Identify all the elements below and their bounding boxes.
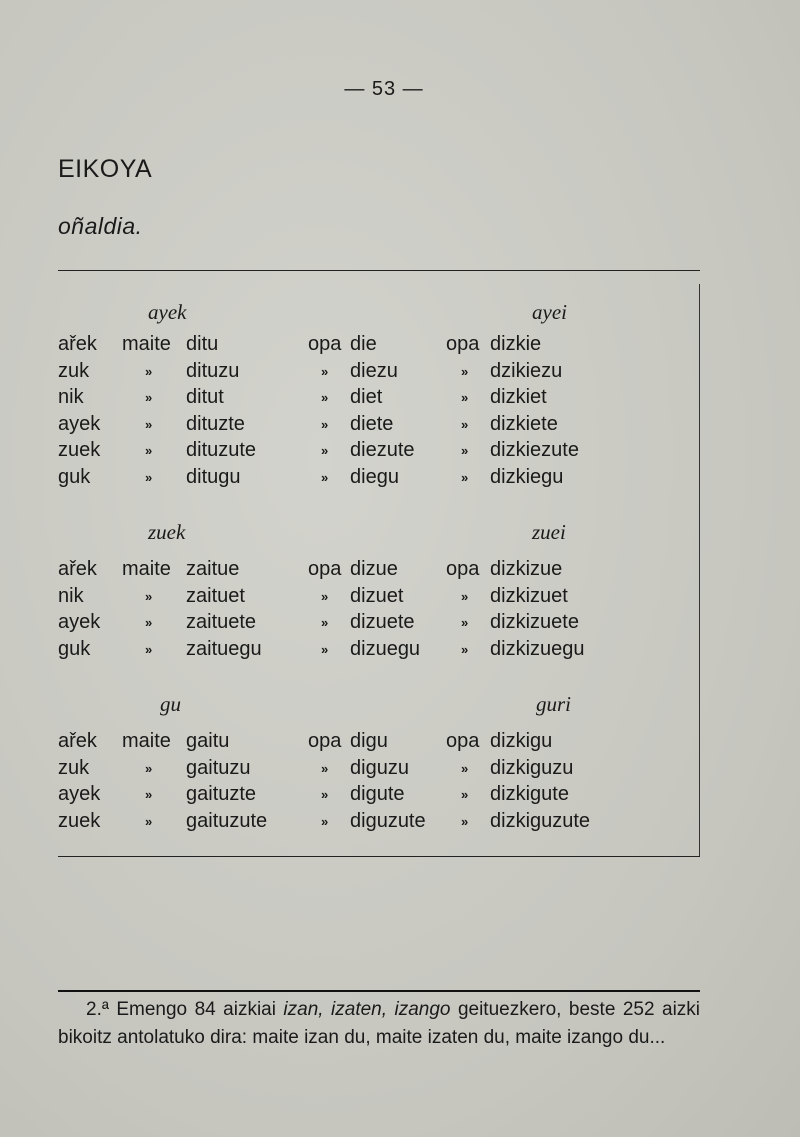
cell-v2: diguzute (350, 809, 426, 832)
cell-v3: dizkizuet (490, 584, 568, 607)
cell-aux3: » (461, 787, 469, 803)
cell-aux3: » (461, 390, 469, 406)
cell-aux2: » (321, 641, 329, 657)
cell-v2: dizuegu (350, 637, 421, 660)
cell-v3: dizkizue (490, 558, 563, 580)
cell-aux1: » (145, 760, 153, 776)
cell-aux3: opa (446, 558, 480, 580)
table-bottom-rule (58, 856, 700, 857)
table-row (0, 783, 800, 809)
cell-v2: diegu (350, 466, 399, 488)
cell-aux1: » (145, 363, 153, 379)
cell-v3: dizkie (490, 333, 542, 355)
cell-v1: zaituet (186, 584, 245, 607)
cell-v3: dizkigu (490, 730, 553, 752)
cell-aux3: » (461, 470, 469, 485)
cell-aux2: » (321, 615, 329, 631)
cell-v1: ditut (186, 386, 224, 409)
cell-aux2: » (321, 760, 329, 776)
page-number: — 53 — (344, 78, 424, 100)
footnote-word-izango: izango (394, 999, 451, 1020)
cell-aux2: » (321, 443, 329, 459)
cell-v2: dizue (350, 558, 398, 580)
footnote-text-1: Emengo 84 aizkiai (108, 999, 284, 1020)
cell-v1: zaituete (186, 611, 257, 634)
cell-aux3: » (461, 588, 469, 604)
cell-aux1: » (145, 390, 153, 406)
cell-v3: dizkiezute (490, 439, 579, 462)
cell-subj: guk (58, 466, 91, 488)
cell-subj: ayek (58, 783, 101, 806)
cell-aux1: maite (122, 333, 171, 355)
cell-v2: die (350, 333, 377, 355)
cell-v2: diezu (350, 359, 398, 382)
cell-aux2: » (321, 363, 329, 379)
cell-subj: nik (58, 584, 84, 607)
cell-aux3: opa (446, 333, 480, 355)
cell-v1: gaituzute (186, 809, 268, 832)
cell-v3: dizkigute (490, 783, 569, 806)
cell-v2: dizuete (350, 611, 415, 634)
section-left-title: zuek (148, 520, 186, 544)
cell-aux3: » (461, 760, 469, 776)
section-right-title: zuei (532, 520, 566, 544)
table-row (0, 810, 800, 836)
cell-v3: dzikiezu (490, 359, 563, 382)
cell-aux2: opa (308, 558, 342, 580)
table-row (0, 757, 800, 783)
cell-aux1: maite (122, 558, 171, 580)
cell-v2: diete (350, 412, 394, 435)
footnote-word-izan: izan, (283, 999, 324, 1020)
table-row (0, 439, 800, 465)
cell-aux3: » (461, 615, 469, 631)
cell-v1: dituzute (186, 439, 257, 462)
cell-v1: ditu (186, 333, 219, 355)
cell-aux1: » (145, 787, 153, 803)
section-right-title: guri (536, 692, 572, 716)
section-subheading: oñaldia. (58, 213, 143, 239)
cell-subj: zuek (58, 809, 101, 832)
cell-aux2: » (321, 416, 329, 432)
cell-aux2: opa (308, 730, 342, 752)
cell-aux3: » (461, 641, 469, 657)
cell-v3: dizkiguzute (490, 809, 591, 832)
cell-subj: zuk (58, 359, 90, 382)
cell-subj: ayek (58, 611, 101, 634)
cell-aux1: » (145, 641, 153, 657)
cell-v2: diet (350, 386, 383, 409)
footnote-word-izaten: izaten, (331, 999, 388, 1020)
cell-v1: gaituzte (186, 783, 257, 806)
section-left-title: ayek (148, 300, 187, 324)
cell-v2: digute (350, 783, 405, 806)
cell-aux1: maite (122, 730, 171, 752)
cell-v3: dizkiguzu (490, 756, 574, 779)
cell-subj: ařek (58, 730, 97, 752)
cell-aux2: » (321, 470, 329, 485)
cell-aux1: » (145, 588, 153, 604)
cell-v1: zaituegu (186, 637, 262, 660)
cell-aux1: » (145, 416, 153, 432)
cell-v1: gaituzu (186, 756, 251, 779)
section-right-title: ayei (532, 300, 567, 324)
table-row (0, 466, 800, 492)
cell-v3: dizkiet (490, 386, 547, 409)
table-row (0, 386, 800, 412)
cell-aux2: » (321, 588, 329, 604)
footnote (58, 996, 700, 1052)
table-row (0, 611, 800, 637)
cell-v2: diguzu (350, 756, 409, 779)
footnote-rule (58, 990, 700, 992)
cell-subj: zuek (58, 439, 101, 462)
table-row (0, 413, 800, 439)
table-row (0, 730, 800, 756)
cell-aux2: » (321, 390, 329, 406)
table-top-rule (58, 270, 700, 271)
table-row (0, 585, 800, 611)
cell-subj: nik (58, 386, 84, 409)
cell-aux2: » (321, 787, 329, 803)
cell-aux2: opa (308, 333, 342, 355)
cell-aux3: » (461, 813, 469, 829)
table-row (0, 333, 800, 359)
table-row (0, 360, 800, 386)
cell-subj: guk (58, 637, 91, 660)
cell-v3: dizkiegu (490, 466, 564, 488)
cell-aux3: » (461, 363, 469, 379)
cell-v1: dituzte (186, 412, 245, 435)
footnote-text-2: geituezkero, beste 252 aizki bikoitz antolatuko dira: maite izan du, maite izaten du, maite izango du... (58, 999, 701, 1048)
cell-subj: ařek (58, 558, 97, 580)
cell-aux3: » (461, 416, 469, 432)
cell-aux1: » (145, 443, 153, 459)
cell-aux3: opa (446, 730, 480, 752)
section-left-title: gu (160, 692, 181, 716)
cell-v1: ditugu (186, 466, 241, 488)
cell-aux3: » (461, 443, 469, 459)
cell-subj: zuk (58, 756, 90, 779)
cell-subj: ařek (58, 333, 97, 355)
cell-aux1: » (145, 615, 153, 631)
cell-subj: ayek (58, 412, 101, 435)
cell-v3: dizkizuete (490, 611, 579, 634)
cell-v3: dizkizuegu (490, 637, 585, 660)
cell-aux1: » (145, 470, 153, 485)
cell-v2: dizuet (350, 584, 404, 607)
cell-v1: dituzu (186, 359, 240, 382)
cell-aux2: » (321, 813, 329, 829)
table-row (0, 638, 800, 664)
cell-v1: gaitu (186, 730, 230, 752)
cell-v1: zaitue (186, 558, 240, 580)
cell-v2: diezute (350, 439, 415, 462)
cell-v3: dizkiete (490, 412, 558, 435)
footnote-number: 2.ª (86, 999, 109, 1020)
table-row (0, 558, 800, 584)
cell-v2: digu (350, 730, 388, 752)
cell-aux1: » (145, 813, 153, 829)
section-heading: EIKOYA (58, 155, 153, 183)
